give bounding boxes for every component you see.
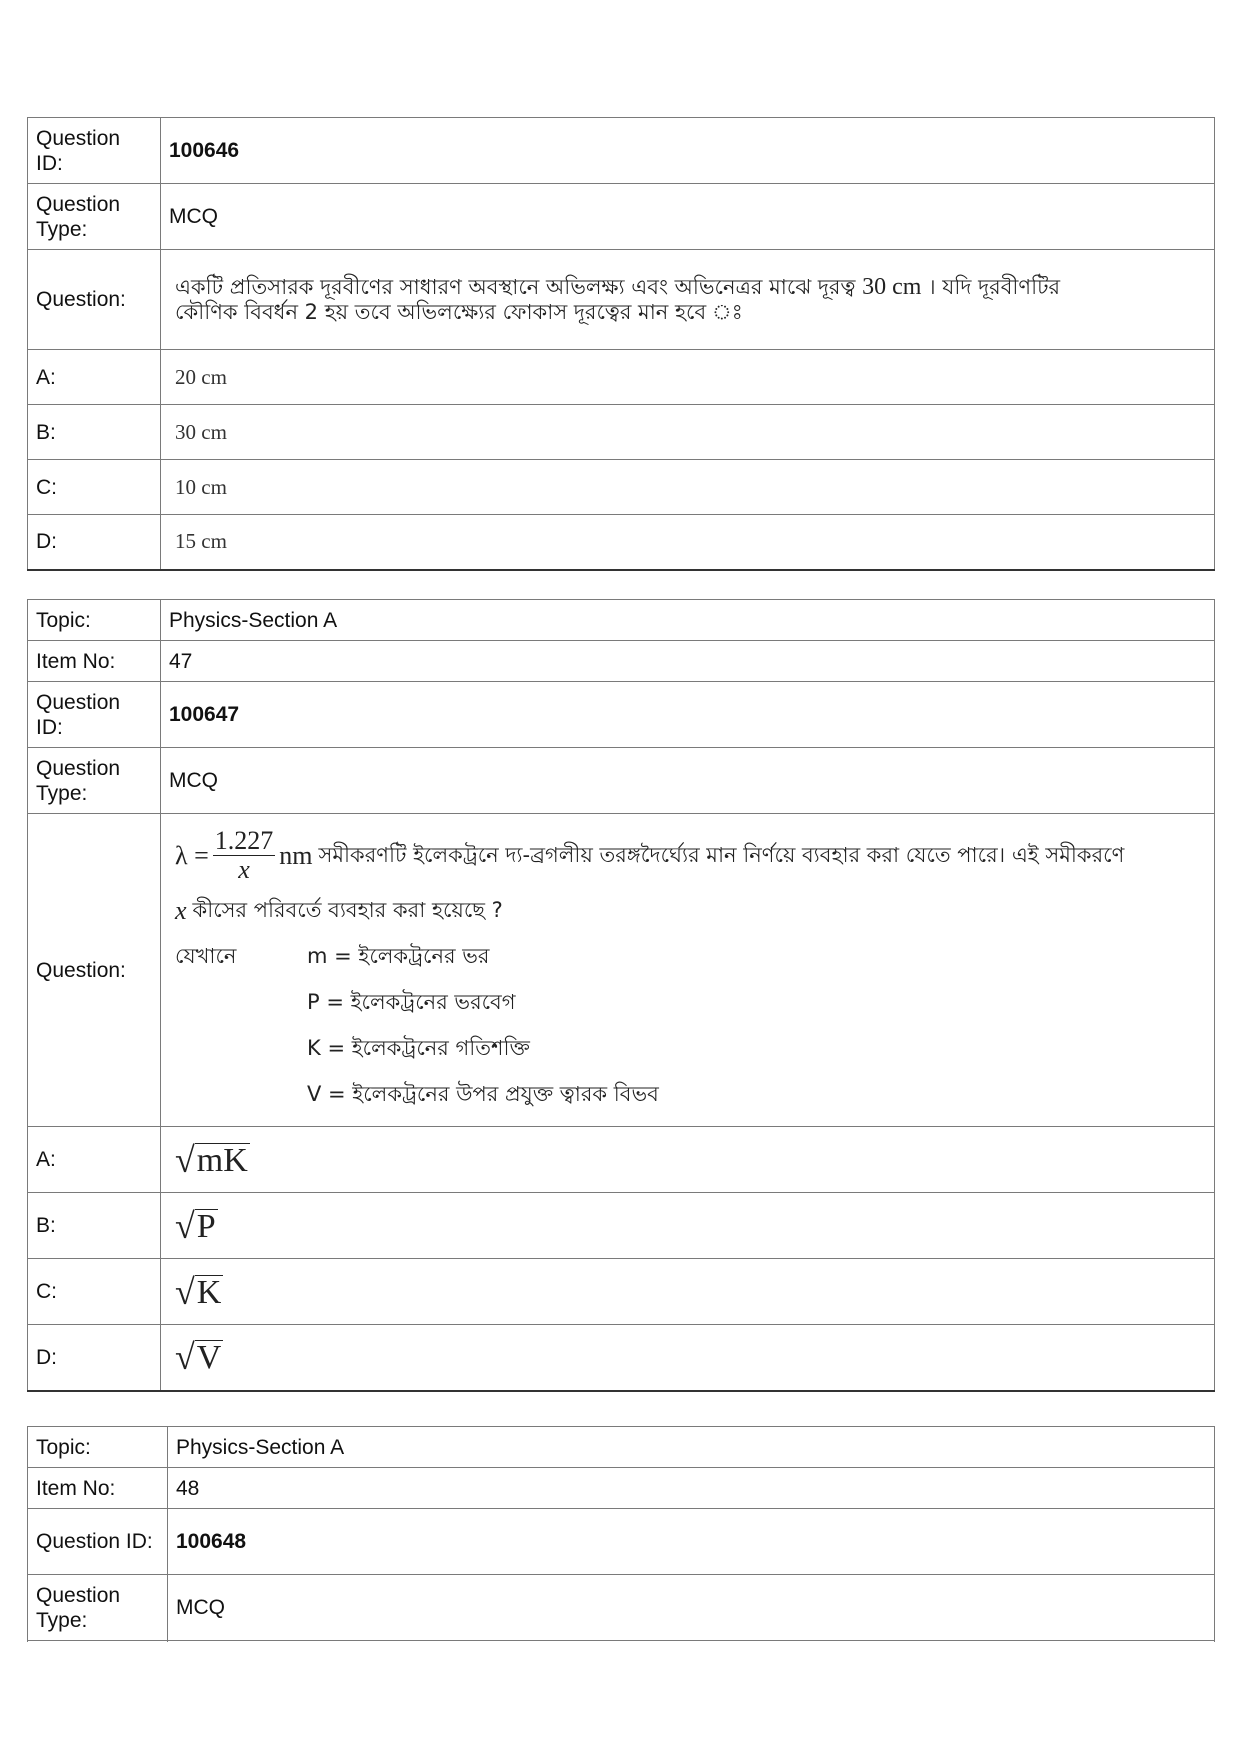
question-type-label: Question Type:: [28, 184, 161, 250]
sqrt-expression: √ K: [175, 1271, 222, 1312]
option-row-b: [28, 1193, 1215, 1259]
fraction: [213, 827, 276, 884]
option-formula: [161, 1325, 1215, 1391]
question-table-2: [27, 599, 1215, 1392]
question-row: [28, 814, 1215, 1127]
definition-row-3: [307, 1025, 1200, 1071]
option-text: 30 cm: [161, 405, 1215, 460]
option-formula: [161, 1193, 1215, 1259]
option-label: D:: [28, 1325, 161, 1391]
definition-row-4: [307, 1071, 1200, 1117]
question-text: [161, 250, 1215, 350]
definition: K = ইলেকট্রনের গতিশক্তি: [307, 1035, 530, 1060]
option-label: B:: [28, 1193, 161, 1259]
question-type-row: [28, 184, 1215, 250]
definition: V = ইলেকট্রনের উপর প্রযুক্ত ত্বারক বিভব: [307, 1081, 659, 1106]
question-row: [28, 250, 1215, 350]
option-row-a: [28, 350, 1215, 405]
option-label: C:: [28, 1259, 161, 1325]
topic-label: Topic:: [28, 600, 161, 641]
item-no-row: [28, 1468, 1215, 1509]
definition-row-1: [175, 933, 1200, 979]
question-table-3-clip: [0, 1426, 1240, 1642]
question-id-value: 100646: [161, 118, 1215, 184]
question-type-row: [28, 748, 1215, 814]
option-row-d: [28, 1325, 1215, 1391]
definition-row-2: [307, 979, 1200, 1025]
question-id-value: 100648: [168, 1509, 1215, 1575]
sqrt-expression: √ mK: [175, 1139, 248, 1180]
question-type-label: Question Type:: [28, 1575, 168, 1641]
item-no-value: 47: [161, 641, 1215, 682]
topic-value: Physics-Section A: [168, 1427, 1215, 1468]
option-text: 15 cm: [161, 515, 1215, 570]
option-text: 20 cm: [161, 350, 1215, 405]
fraction-numerator: 1.227: [214, 825, 274, 855]
question-type-value: MCQ: [161, 184, 1215, 250]
where-label: যেখানে: [175, 943, 237, 968]
definition: m = ইলেকট্রনের ভর: [307, 943, 490, 968]
question-label: Question:: [28, 814, 161, 1127]
unit: nm: [279, 840, 313, 870]
sqrt-expression: √ V: [175, 1337, 222, 1378]
option-row-b: [28, 405, 1215, 460]
option-text: 10 cm: [161, 460, 1215, 515]
equation-text: সমীকরণটি ইলেকট্রনে দ্য-ব্রগলীয় তরঙ্গদৈর্ঘ্যের মান নির্ণয়ে ব্যবহার করা যেতে পারে। এই সমীকরণে: [318, 842, 1125, 867]
question-id-label: Question ID:: [28, 682, 161, 748]
question-id-row: [28, 1509, 1215, 1575]
question-id-label: Question ID:: [28, 1509, 168, 1575]
question-type-value: MCQ: [161, 748, 1215, 814]
item-no-value: 48: [168, 1468, 1215, 1509]
option-label: C:: [28, 460, 161, 515]
question-id-label: Question ID:: [28, 118, 161, 184]
option-row-a: [28, 1127, 1215, 1193]
option-formula: [161, 1259, 1215, 1325]
option-label: A:: [28, 1127, 161, 1193]
fraction-denominator: x: [238, 854, 250, 884]
question-table-3: [27, 1426, 1215, 1642]
question-type-value: MCQ: [168, 1575, 1215, 1641]
option-label: A:: [28, 350, 161, 405]
option-label: B:: [28, 405, 161, 460]
item-no-row: [28, 641, 1215, 682]
equation-line: [175, 823, 1200, 887]
topic-row: [28, 600, 1215, 641]
question-id-value: 100647: [161, 682, 1215, 748]
question-table-1: [27, 117, 1215, 571]
option-formula: [161, 1127, 1215, 1193]
question-label: Question:: [28, 250, 161, 350]
definition: P = ইলেকট্রনের ভরবেগ: [307, 989, 516, 1014]
option-row-c: [28, 1259, 1215, 1325]
item-no-label: Item No:: [28, 1468, 168, 1509]
question-text: [161, 814, 1215, 1127]
option-row-d: [28, 515, 1215, 570]
sqrt-expression: √ P: [175, 1205, 216, 1246]
option-row-c: [28, 460, 1215, 515]
topic-label: Topic:: [28, 1427, 168, 1468]
variable-x: x: [175, 895, 187, 925]
item-no-label: Item No:: [28, 641, 161, 682]
question-type-row: [28, 1575, 1215, 1641]
topic-value: Physics-Section A: [161, 600, 1215, 641]
question-line-2: কৌণিক বিবর্ধন 2 হয় তবে অভিলক্ষ্যের ফোকাস দূরত্বের মান হবে ঃ: [175, 299, 743, 324]
option-label: D:: [28, 515, 161, 570]
question-type-label: Question Type:: [28, 748, 161, 814]
topic-row: [28, 1427, 1215, 1468]
question-id-row: [28, 118, 1215, 184]
question-line-2: x কীসের পরিবর্তে ব্যবহার করা হয়েছে ?: [175, 895, 503, 925]
lambda-symbol: λ =: [175, 840, 209, 870]
question-id-row: [28, 682, 1215, 748]
question-line-1: একটি প্রতিসারক দূরবীণের সাধারণ অবস্থানে অভিলক্ষ্য এবং অভিনেত্রর মাঝে দূরত্ব 30 cm । যদি দূরবীণটির: [175, 273, 1061, 300]
